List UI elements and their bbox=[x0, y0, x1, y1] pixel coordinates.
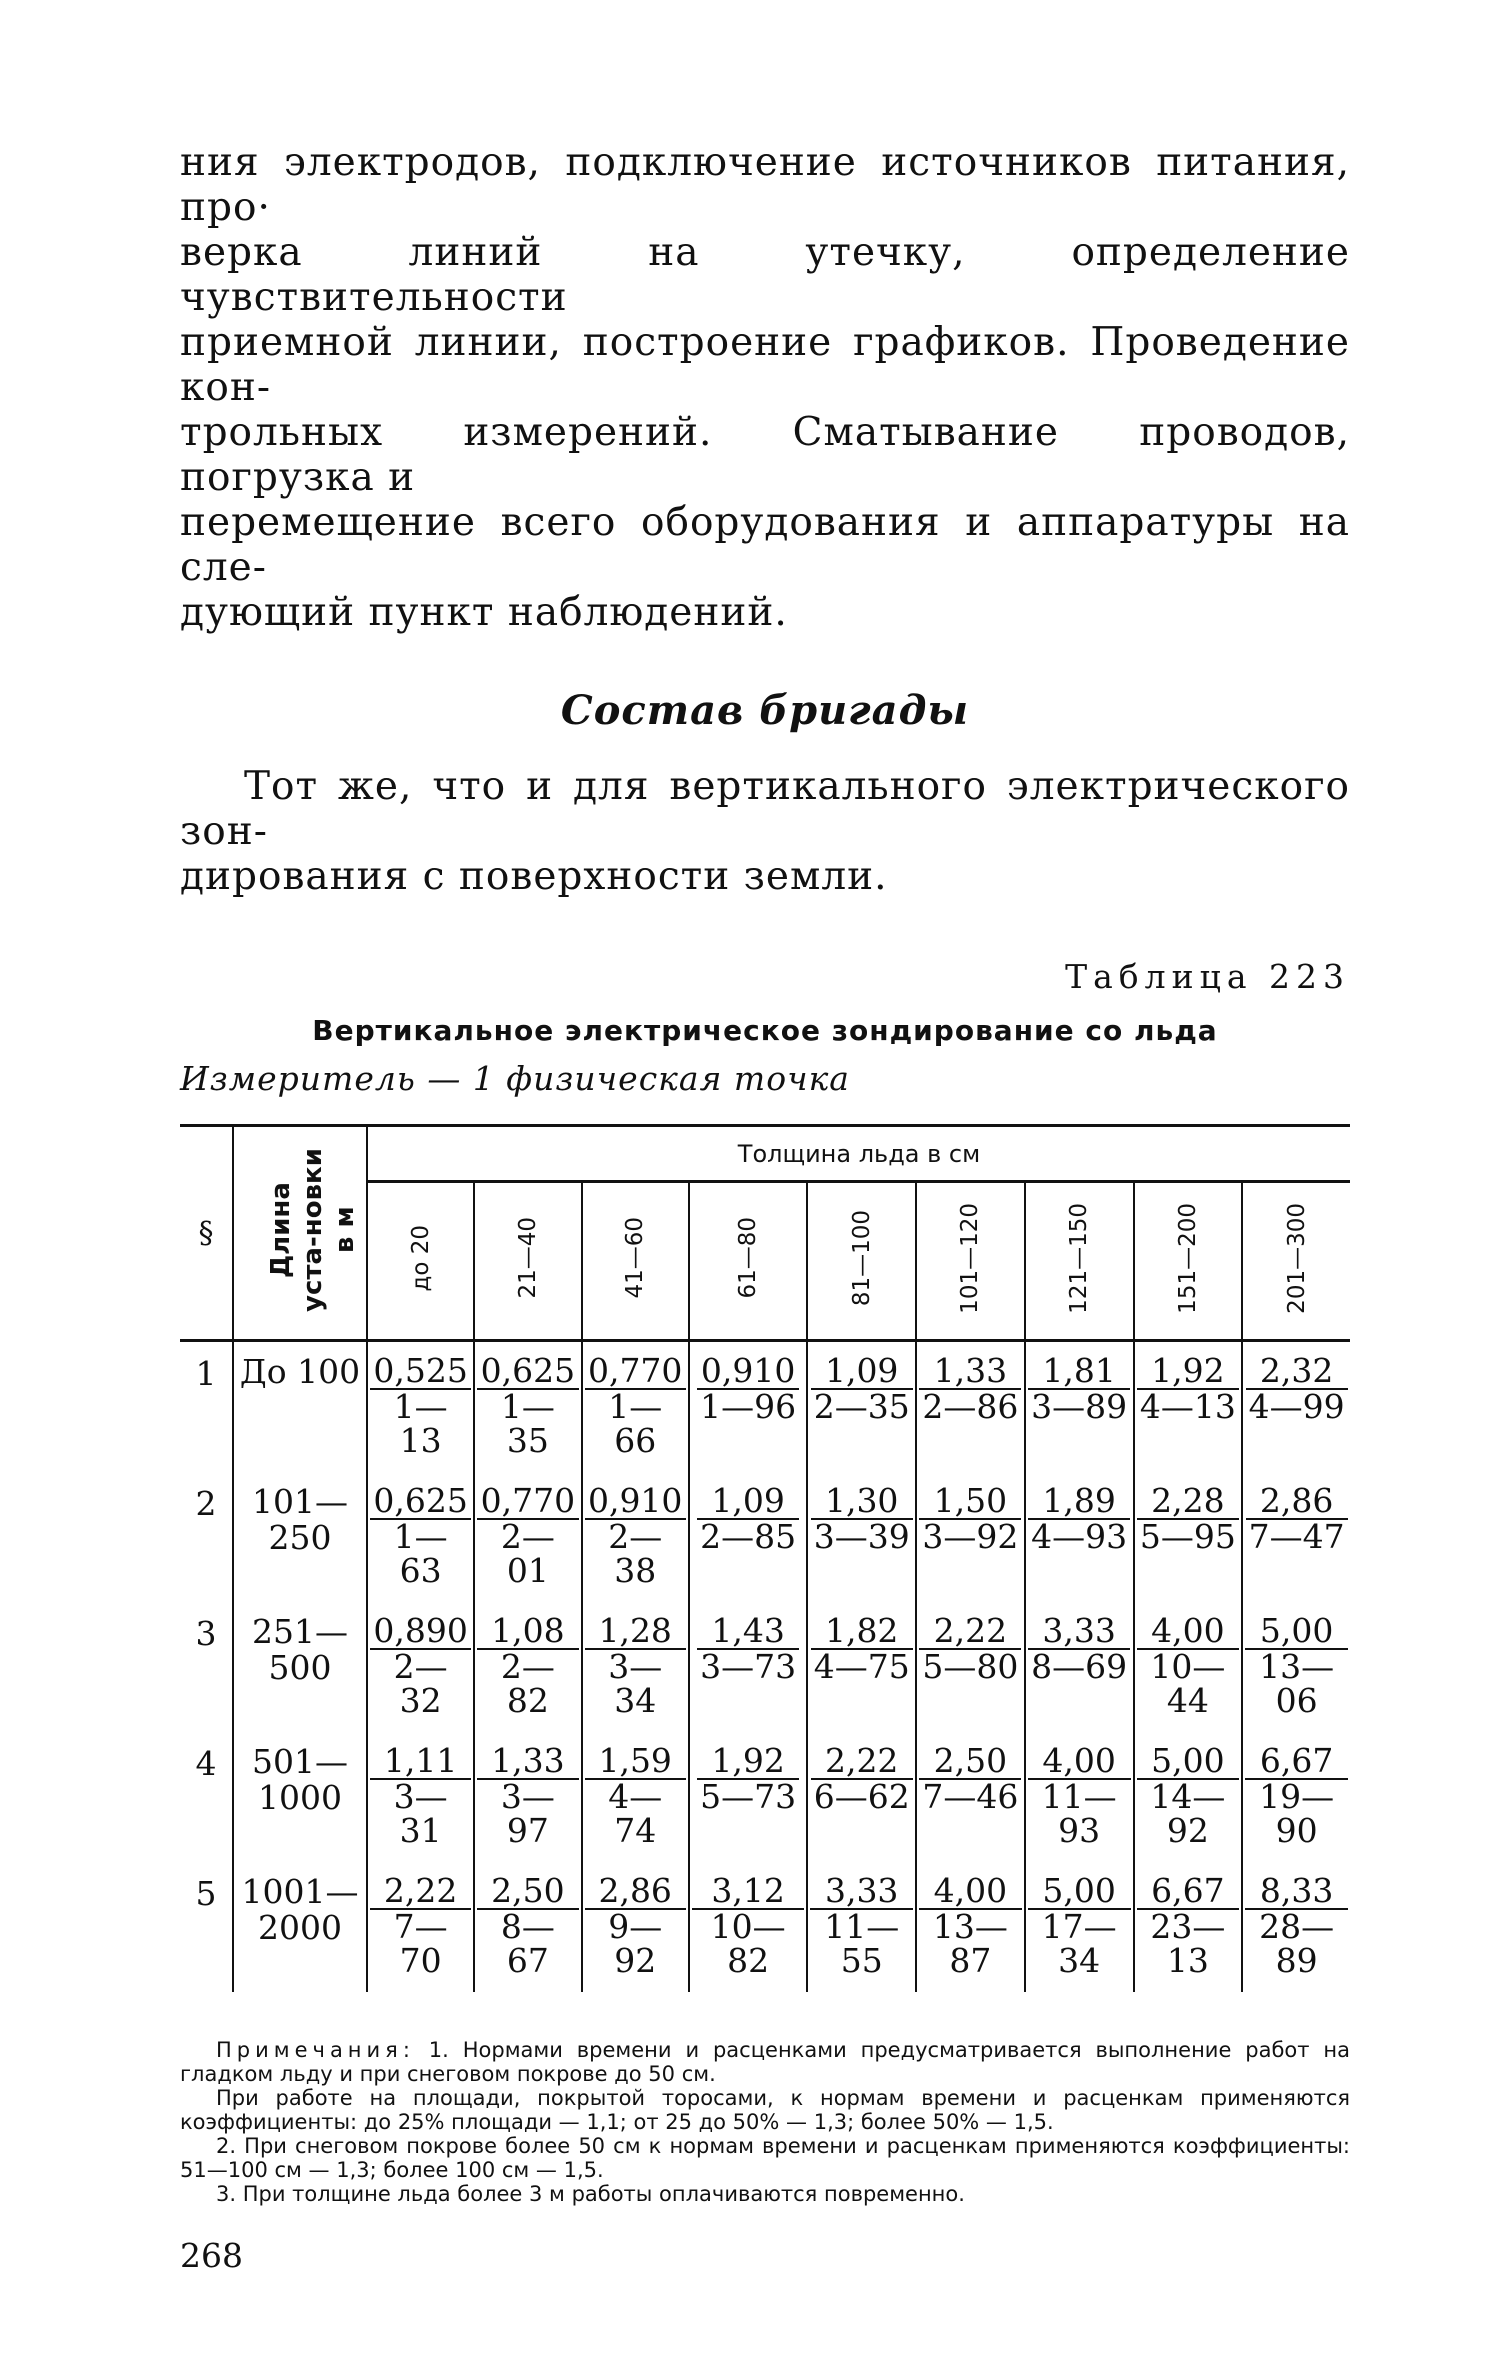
section-paragraph bbox=[180, 764, 1350, 899]
norm-fraction bbox=[585, 1611, 686, 1720]
length-header-label: Длина уста-новки в м bbox=[266, 1148, 360, 1312]
norm-fraction bbox=[370, 1481, 471, 1590]
time-norm: 1,11 bbox=[370, 1744, 471, 1780]
rate: 7—70 bbox=[393, 1907, 448, 1980]
time-norm: 2,32 bbox=[1246, 1354, 1348, 1390]
rate: 9—92 bbox=[608, 1907, 663, 1980]
table-row bbox=[180, 1341, 1350, 1473]
norm-cell bbox=[1025, 1862, 1134, 1992]
section-title: Состав бригады bbox=[560, 687, 970, 734]
norm-cell bbox=[916, 1602, 1025, 1732]
norm-fraction bbox=[1246, 1351, 1348, 1426]
time-norm: 3,33 bbox=[1028, 1614, 1130, 1650]
norm-fraction bbox=[697, 1351, 799, 1426]
time-norm: 4,00 bbox=[919, 1874, 1022, 1910]
norm-fraction bbox=[1245, 1611, 1348, 1720]
time-norm: 0,910 bbox=[585, 1484, 686, 1520]
rate: 7—46 bbox=[922, 1777, 1019, 1816]
rate: 1—35 bbox=[500, 1387, 555, 1460]
norm-cell bbox=[689, 1862, 808, 1992]
range-header: 151—200 bbox=[1134, 1182, 1243, 1341]
note-1 bbox=[180, 2038, 1350, 2086]
rate: 8—69 bbox=[1031, 1647, 1128, 1686]
range-header: 121—150 bbox=[1025, 1182, 1134, 1341]
norm-cell bbox=[367, 1862, 474, 1992]
rate: 3—92 bbox=[922, 1517, 1019, 1556]
time-norm: 2,50 bbox=[919, 1744, 1021, 1780]
norm-cell bbox=[916, 1472, 1025, 1602]
norm-fraction bbox=[1028, 1611, 1130, 1686]
norm-cell bbox=[1242, 1862, 1350, 1992]
norm-fraction bbox=[919, 1871, 1022, 1980]
rate: 1—63 bbox=[393, 1517, 448, 1590]
norm-fraction bbox=[697, 1741, 799, 1816]
norm-cell bbox=[367, 1732, 474, 1862]
time-norm: 1,09 bbox=[697, 1484, 799, 1520]
norm-fraction bbox=[1028, 1741, 1131, 1850]
time-norm: 1,43 bbox=[697, 1614, 799, 1650]
note-1b: При работе на площади, покрытой торосами, к нормам времени и расценкам применяются коэффициенты: до 25% площади — 1,1; от 25 до 50% — 1,3; более 50% — 1,5. bbox=[180, 2086, 1350, 2134]
norm-cell bbox=[367, 1472, 474, 1602]
norm-fraction bbox=[919, 1611, 1021, 1686]
norm-fraction bbox=[919, 1351, 1021, 1426]
rate: 4—93 bbox=[1031, 1517, 1128, 1556]
norm-cell bbox=[474, 1602, 581, 1732]
table-header-row bbox=[180, 1126, 1350, 1182]
norm-fraction bbox=[1028, 1481, 1130, 1556]
norm-cell bbox=[582, 1341, 689, 1473]
rate: 3—31 bbox=[393, 1777, 448, 1850]
rate: 1—66 bbox=[608, 1387, 663, 1460]
rate: 5—80 bbox=[922, 1647, 1019, 1686]
time-norm: 1,09 bbox=[811, 1354, 913, 1390]
index-header: § bbox=[198, 1215, 214, 1251]
norm-cell bbox=[582, 1732, 689, 1862]
norm-cell bbox=[1025, 1732, 1134, 1862]
time-norm: 0,625 bbox=[370, 1484, 471, 1520]
time-norm: 0,890 bbox=[370, 1614, 471, 1650]
intro-line: дующий пункт наблюдений. bbox=[180, 590, 788, 635]
rate: 10—82 bbox=[710, 1907, 786, 1980]
notes-heading: Примечания: bbox=[216, 2038, 415, 2062]
norm-fraction bbox=[811, 1481, 913, 1556]
norm-fraction bbox=[1137, 1481, 1239, 1556]
rate: 13—06 bbox=[1259, 1647, 1335, 1720]
time-norm: 1,50 bbox=[919, 1484, 1021, 1520]
norm-fraction bbox=[370, 1741, 471, 1850]
rate: 13—87 bbox=[932, 1907, 1008, 1980]
norm-cell bbox=[474, 1472, 581, 1602]
norm-fraction bbox=[585, 1351, 686, 1460]
length-header bbox=[233, 1126, 367, 1341]
row-index: 3 bbox=[195, 1614, 217, 1653]
norm-cell bbox=[474, 1732, 581, 1862]
time-norm: 1,30 bbox=[811, 1484, 913, 1520]
norm-cell bbox=[807, 1341, 916, 1473]
norm-fraction bbox=[697, 1611, 799, 1686]
note-2: 2. При снеговом покрове более 50 см к нормам времени и расценкам применяются коэффициенты: 51—100 см — 1,3; более 100 см — 1,5. bbox=[180, 2134, 1350, 2182]
time-norm: 4,00 bbox=[1137, 1614, 1240, 1650]
rate: 5—73 bbox=[700, 1777, 797, 1816]
thickness-group-header: Толщина льда в см bbox=[367, 1126, 1350, 1182]
note-3: 3. При толщине льда более 3 м работы оплачиваются повременно. bbox=[216, 2182, 965, 2206]
time-norm: 5,00 bbox=[1137, 1744, 1240, 1780]
rate: 2—01 bbox=[500, 1517, 555, 1590]
rate: 2—32 bbox=[393, 1647, 448, 1720]
row-length: 501— 1000 bbox=[233, 1732, 367, 1862]
norm-cell bbox=[916, 1862, 1025, 1992]
norm-cell bbox=[582, 1862, 689, 1992]
norm-cell bbox=[916, 1732, 1025, 1862]
norm-fraction bbox=[585, 1741, 686, 1850]
rate: 14—92 bbox=[1150, 1777, 1226, 1850]
norm-cell bbox=[689, 1732, 808, 1862]
norm-fraction bbox=[1137, 1741, 1240, 1850]
table-body bbox=[180, 1341, 1350, 1993]
norm-cell bbox=[582, 1472, 689, 1602]
rate: 6—62 bbox=[813, 1777, 910, 1816]
time-norm: 2,28 bbox=[1137, 1484, 1239, 1520]
norm-fraction bbox=[1028, 1871, 1131, 1980]
norm-fraction bbox=[811, 1351, 913, 1426]
row-length: 101— 250 bbox=[233, 1472, 367, 1602]
intro-line: перемещение всего оборудования и аппаратуры на сле- bbox=[180, 500, 1350, 590]
norm-fraction bbox=[370, 1871, 471, 1980]
rate: 4—13 bbox=[1139, 1387, 1236, 1426]
norm-cell bbox=[807, 1862, 916, 1992]
row-index: 5 bbox=[195, 1874, 217, 1913]
time-norm: 2,22 bbox=[370, 1874, 471, 1910]
time-norm: 1,59 bbox=[585, 1744, 686, 1780]
range-header: 61—80 bbox=[689, 1182, 808, 1341]
norm-fraction bbox=[370, 1611, 471, 1720]
norm-fraction bbox=[919, 1481, 1021, 1556]
row-length: До 100 bbox=[233, 1341, 367, 1473]
norm-cell bbox=[1025, 1602, 1134, 1732]
rate: 2—82 bbox=[500, 1647, 555, 1720]
time-norm: 0,525 bbox=[370, 1354, 471, 1390]
rate: 3—34 bbox=[608, 1647, 663, 1720]
rate: 4—74 bbox=[608, 1777, 663, 1850]
rate: 1—96 bbox=[700, 1387, 797, 1426]
row-length: 1001— 2000 bbox=[233, 1862, 367, 1992]
row-length: 251— 500 bbox=[233, 1602, 367, 1732]
rate: 28—89 bbox=[1259, 1907, 1335, 1980]
rate: 1—13 bbox=[393, 1387, 448, 1460]
range-header: 41—60 bbox=[582, 1182, 689, 1341]
row-index: 4 bbox=[195, 1744, 217, 1783]
time-norm: 1,08 bbox=[477, 1614, 578, 1650]
rate: 3—97 bbox=[500, 1777, 555, 1850]
time-norm: 1,82 bbox=[811, 1614, 913, 1650]
row-index: 2 bbox=[195, 1484, 217, 1523]
rate: 2—38 bbox=[608, 1517, 663, 1590]
section-line: дирования с поверхности земли. bbox=[180, 854, 888, 899]
time-norm: 1,92 bbox=[1137, 1354, 1239, 1390]
intro-paragraph bbox=[180, 140, 1350, 635]
norm-fraction bbox=[810, 1871, 913, 1980]
note-1-text: 1. Нормами времени и расценками предусматривается выполнение работ на гладком льду и при снеговом покрове до 50 см. bbox=[180, 2038, 1350, 2086]
norm-cell bbox=[1134, 1602, 1243, 1732]
norm-fraction bbox=[477, 1611, 578, 1720]
norm-fraction bbox=[477, 1481, 578, 1590]
rate: 4—75 bbox=[813, 1647, 910, 1686]
time-norm: 6,67 bbox=[1245, 1744, 1348, 1780]
page-number: 268 bbox=[180, 2236, 243, 2275]
intro-line: верка линий на утечку, определение чувствительности bbox=[180, 230, 1350, 320]
norm-fraction bbox=[919, 1741, 1021, 1816]
norm-fraction bbox=[697, 1481, 799, 1556]
rate: 8—67 bbox=[500, 1907, 555, 1980]
time-norm: 0,625 bbox=[477, 1354, 578, 1390]
time-norm: 2,22 bbox=[811, 1744, 913, 1780]
norm-fraction bbox=[1137, 1611, 1240, 1720]
rate: 2—86 bbox=[922, 1387, 1019, 1426]
norm-cell bbox=[807, 1472, 916, 1602]
intro-line: ния электродов, подключение источников питания, про· bbox=[180, 140, 1350, 230]
time-norm: 6,67 bbox=[1137, 1874, 1240, 1910]
norm-cell bbox=[1134, 1862, 1243, 1992]
range-header: 101—120 bbox=[916, 1182, 1025, 1341]
page bbox=[180, 140, 1350, 2275]
time-norm: 1,33 bbox=[919, 1354, 1021, 1390]
rate: 3—39 bbox=[813, 1517, 910, 1556]
norm-cell bbox=[1025, 1472, 1134, 1602]
table-row bbox=[180, 1862, 1350, 1992]
time-norm: 3,33 bbox=[810, 1874, 913, 1910]
time-norm: 0,770 bbox=[585, 1354, 686, 1390]
time-norm: 2,22 bbox=[919, 1614, 1021, 1650]
norm-fraction bbox=[477, 1871, 578, 1980]
norm-cell bbox=[367, 1602, 474, 1732]
norm-cell bbox=[916, 1341, 1025, 1473]
table-title: Вертикальное электрическое зондирование со льда bbox=[312, 1014, 1218, 1047]
norm-fraction bbox=[692, 1871, 805, 1980]
table-row bbox=[180, 1472, 1350, 1602]
norm-fraction bbox=[1245, 1741, 1348, 1850]
norm-cell bbox=[807, 1732, 916, 1862]
norm-fraction bbox=[811, 1611, 913, 1686]
table-label: Таблица 223 bbox=[1065, 957, 1350, 996]
norm-fraction bbox=[1245, 1871, 1348, 1980]
time-norm: 2,86 bbox=[585, 1874, 686, 1910]
rate: 11—93 bbox=[1041, 1777, 1117, 1850]
norm-cell bbox=[582, 1602, 689, 1732]
norm-fraction bbox=[1137, 1871, 1240, 1980]
norms-table bbox=[180, 1124, 1350, 1992]
notes bbox=[180, 2038, 1350, 2206]
norm-fraction bbox=[1137, 1351, 1239, 1426]
rate: 3—89 bbox=[1031, 1387, 1128, 1426]
norm-cell bbox=[689, 1341, 808, 1473]
norm-cell bbox=[1025, 1341, 1134, 1473]
range-header: до 20 bbox=[367, 1182, 474, 1341]
norm-fraction bbox=[1246, 1481, 1348, 1556]
norm-cell bbox=[474, 1862, 581, 1992]
table-row bbox=[180, 1732, 1350, 1862]
norm-fraction bbox=[477, 1351, 578, 1460]
norm-fraction bbox=[811, 1741, 913, 1816]
range-header: 201—300 bbox=[1242, 1182, 1350, 1341]
time-norm: 4,00 bbox=[1028, 1744, 1131, 1780]
time-norm: 2,50 bbox=[477, 1874, 578, 1910]
table-row bbox=[180, 1602, 1350, 1732]
table-meter: Измеритель — 1 физическая точка bbox=[180, 1059, 850, 1098]
row-index: 1 bbox=[195, 1354, 217, 1393]
norm-cell bbox=[689, 1602, 808, 1732]
time-norm: 3,12 bbox=[692, 1874, 805, 1910]
norm-fraction bbox=[477, 1741, 578, 1850]
norm-fraction bbox=[585, 1871, 686, 1980]
range-header: 21—40 bbox=[474, 1182, 581, 1341]
time-norm: 2,86 bbox=[1246, 1484, 1348, 1520]
rate: 2—85 bbox=[700, 1517, 797, 1556]
norm-fraction bbox=[370, 1351, 471, 1460]
section-line: Тот же, что и для вертикального электрического зон- bbox=[180, 764, 1350, 854]
norm-cell bbox=[474, 1341, 581, 1473]
range-header: 81—100 bbox=[807, 1182, 916, 1341]
norm-fraction bbox=[1028, 1351, 1130, 1426]
norm-cell bbox=[1134, 1732, 1243, 1862]
time-norm: 1,89 bbox=[1028, 1484, 1130, 1520]
intro-line: приемной линии, построение графиков. Проведение кон- bbox=[180, 320, 1350, 410]
rate: 7—47 bbox=[1248, 1517, 1345, 1556]
rate: 3—73 bbox=[700, 1647, 797, 1686]
norm-cell bbox=[1242, 1472, 1350, 1602]
time-norm: 0,910 bbox=[697, 1354, 799, 1390]
norm-cell bbox=[367, 1341, 474, 1473]
rate: 23—13 bbox=[1150, 1907, 1226, 1980]
norm-cell bbox=[1242, 1341, 1350, 1473]
intro-line: трольных измерений. Сматывание проводов, погрузка и bbox=[180, 410, 1350, 500]
rate: 4—99 bbox=[1248, 1387, 1345, 1426]
norm-fraction bbox=[585, 1481, 686, 1590]
rate: 2—35 bbox=[813, 1387, 910, 1426]
norm-cell bbox=[807, 1602, 916, 1732]
norm-cell bbox=[1242, 1732, 1350, 1862]
norm-cell bbox=[689, 1472, 808, 1602]
rate: 17—34 bbox=[1041, 1907, 1117, 1980]
time-norm: 5,00 bbox=[1245, 1614, 1348, 1650]
time-norm: 1,28 bbox=[585, 1614, 686, 1650]
rate: 5—95 bbox=[1139, 1517, 1236, 1556]
rate: 11—55 bbox=[824, 1907, 900, 1980]
time-norm: 1,92 bbox=[697, 1744, 799, 1780]
rate: 19—90 bbox=[1259, 1777, 1335, 1850]
norm-cell bbox=[1134, 1472, 1243, 1602]
rate: 10—44 bbox=[1150, 1647, 1226, 1720]
time-norm: 1,81 bbox=[1028, 1354, 1130, 1390]
time-norm: 0,770 bbox=[477, 1484, 578, 1520]
time-norm: 8,33 bbox=[1245, 1874, 1348, 1910]
time-norm: 1,33 bbox=[477, 1744, 578, 1780]
norm-cell bbox=[1242, 1602, 1350, 1732]
time-norm: 5,00 bbox=[1028, 1874, 1131, 1910]
norm-cell bbox=[1134, 1341, 1243, 1473]
